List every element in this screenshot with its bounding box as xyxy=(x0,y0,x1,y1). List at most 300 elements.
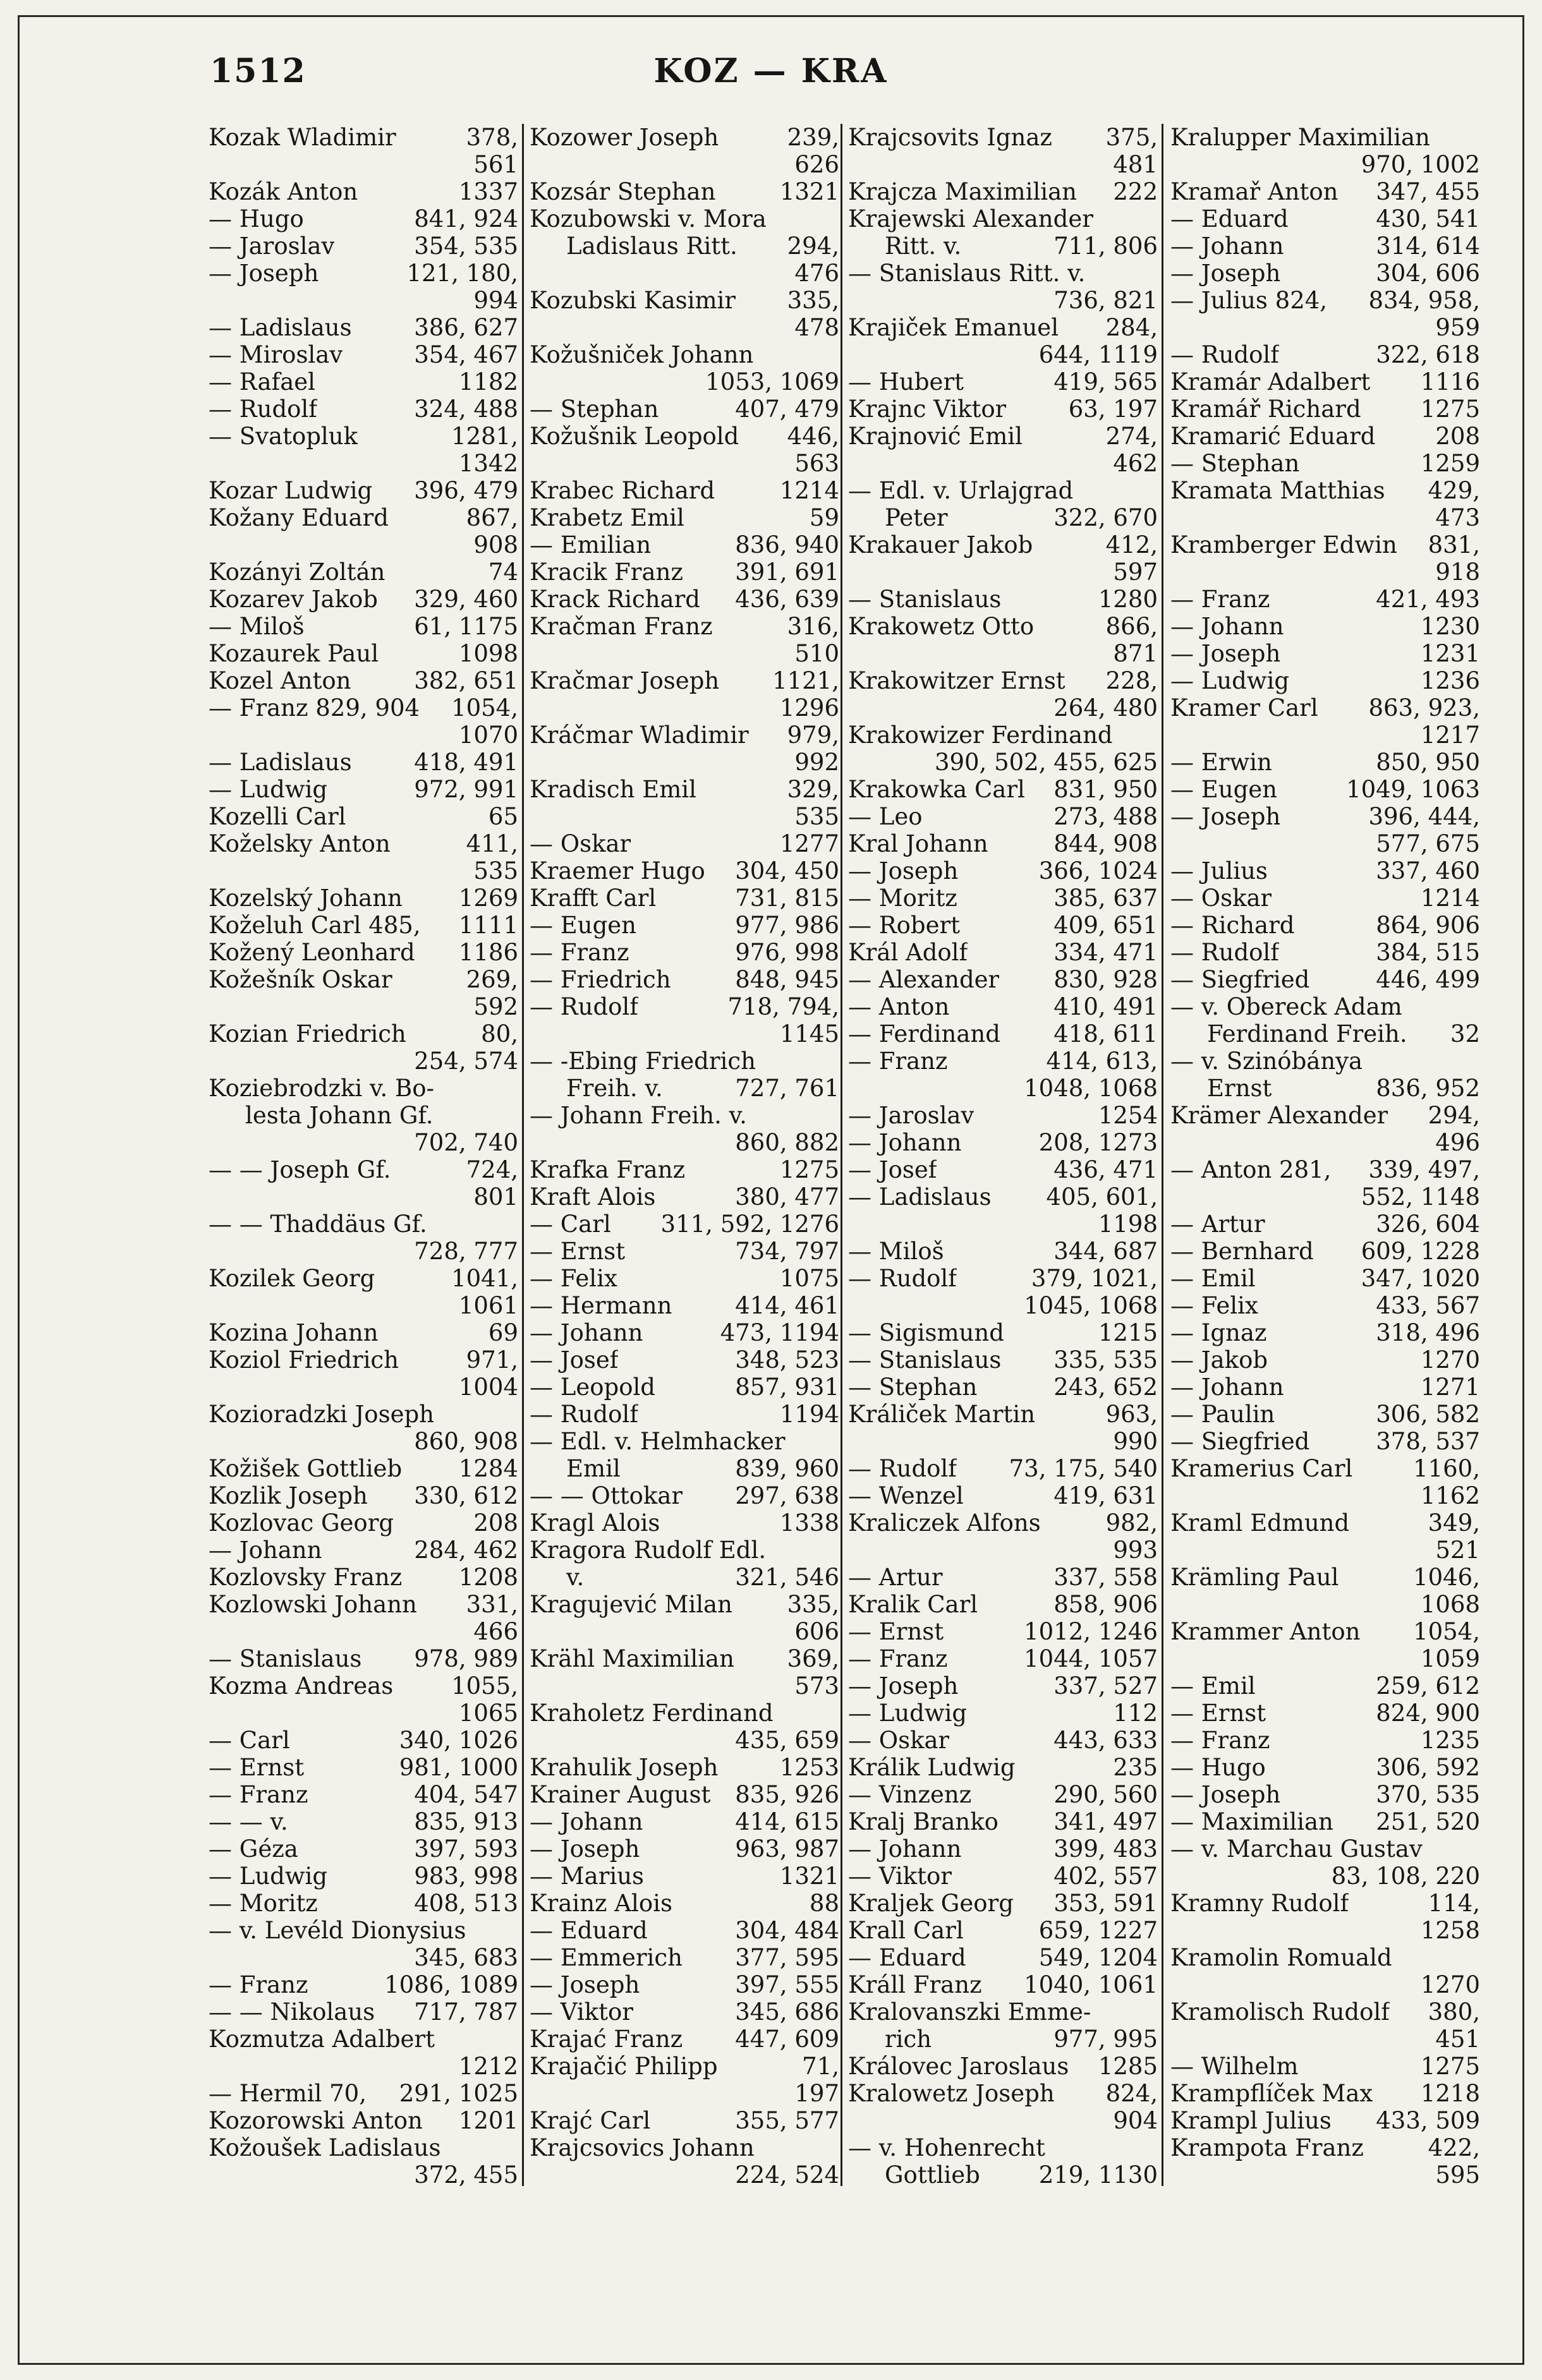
entry-name: — Rafael xyxy=(209,368,316,396)
entry-pages: 451 xyxy=(1435,2026,1480,2053)
index-entry xyxy=(848,1917,1158,1944)
index-entry xyxy=(530,586,839,613)
index-entry xyxy=(848,586,1158,613)
entry-pages: 990 xyxy=(1113,1428,1158,1455)
index-entry xyxy=(848,939,1158,966)
entry-pages: 1054, xyxy=(1413,1618,1480,1645)
entry-pages: 372, 455 xyxy=(414,2161,518,2189)
entry-pages: 841, 924 xyxy=(414,205,518,233)
entry-name: — Franz xyxy=(530,939,629,966)
entry-pages: 867, xyxy=(466,504,518,531)
index-entry xyxy=(848,1075,1158,1102)
entry-pages: 284, 462 xyxy=(414,1537,518,1564)
index-entry xyxy=(848,1944,1158,1971)
index-entry xyxy=(848,1346,1158,1374)
index-entry xyxy=(1170,749,1480,776)
entry-name: — Rudolf xyxy=(1170,939,1279,966)
entry-name: — Moritz xyxy=(209,1890,318,1917)
entry-pages: 1061 xyxy=(458,1292,518,1319)
entry-name: — Franz xyxy=(1170,1727,1270,1754)
index-entry xyxy=(848,1156,1158,1183)
index-entry xyxy=(1170,1672,1480,1700)
entry-name: Krainz Alois xyxy=(530,1890,672,1917)
index-entry xyxy=(530,2107,839,2134)
index-entry xyxy=(209,1564,518,1591)
index-entry xyxy=(1170,1346,1480,1374)
entry-name: lesta Johann Gf. xyxy=(245,1102,434,1129)
entry-pages: 32 xyxy=(1450,1020,1480,1048)
entry-pages: 446, 499 xyxy=(1376,966,1480,993)
entry-pages: 83, 108, 220 xyxy=(1331,1863,1480,1890)
entry-name: Ernst xyxy=(1207,1075,1272,1102)
entry-pages: 1269 xyxy=(458,885,518,912)
entry-pages: 239, xyxy=(787,124,839,151)
index-entry xyxy=(1170,2053,1480,2080)
entry-pages: 422, xyxy=(1428,2134,1480,2161)
entry-pages: 73, 175, 540 xyxy=(1009,1455,1158,1482)
entry-pages: 831, 950 xyxy=(1053,776,1158,803)
entry-pages: 335, xyxy=(787,1591,839,1618)
entry-pages: 1275 xyxy=(1420,2053,1480,2080)
entry-pages: 349, xyxy=(1428,1509,1480,1537)
entry-name: — Artur xyxy=(848,1564,943,1591)
entry-pages: 436, 471 xyxy=(1053,1156,1158,1183)
entry-pages: 1046, xyxy=(1413,1564,1480,1591)
entry-name: Kramolin Romuald xyxy=(1170,1944,1392,1971)
index-entry xyxy=(530,504,839,531)
index-entry xyxy=(848,1890,1158,1917)
index-entry xyxy=(209,287,518,314)
entry-name: — Joseph xyxy=(1170,640,1281,667)
entry-pages: 306, 592 xyxy=(1376,1754,1480,1781)
entry-pages: 408, 513 xyxy=(414,1890,518,1917)
entry-name: — Josef xyxy=(848,1156,937,1183)
index-entry xyxy=(209,912,518,939)
index-entry xyxy=(209,803,518,830)
entry-name: Kozlowski Johann xyxy=(209,1591,417,1618)
entry-pages: 994 xyxy=(473,287,518,314)
entry-pages: 728, 777 xyxy=(414,1238,518,1265)
entry-name: Krammer Anton xyxy=(1170,1618,1361,1645)
entry-pages: 1053, 1069 xyxy=(705,368,839,396)
entry-pages: 430, 541 xyxy=(1376,205,1480,233)
index-entry xyxy=(1170,966,1480,993)
index-entry xyxy=(530,857,839,885)
entry-pages: 382, 651 xyxy=(414,667,518,694)
index-entry xyxy=(530,1265,839,1292)
entry-name: — Maximilian xyxy=(1170,1808,1333,1835)
index-entry xyxy=(209,233,518,260)
index-entry xyxy=(1170,993,1480,1020)
entry-name: Krakowizer Ferdinand xyxy=(848,722,1113,749)
index-entry xyxy=(848,205,1158,233)
index-entry xyxy=(530,993,839,1020)
entry-name: — Wilhelm xyxy=(1170,2053,1299,2080)
entry-pages: 549, 1204 xyxy=(1038,1944,1158,1971)
index-entry xyxy=(848,694,1158,722)
index-entry xyxy=(209,1754,518,1781)
entry-pages: 370, 535 xyxy=(1376,1781,1480,1808)
entry-pages: 702, 740 xyxy=(414,1129,518,1156)
index-entry xyxy=(530,1537,839,1564)
entry-name: Kramerius Carl xyxy=(1170,1455,1353,1482)
entry-pages: 1254 xyxy=(1098,1102,1158,1129)
entry-pages: 592 xyxy=(473,993,518,1020)
index-entry xyxy=(209,1591,518,1618)
index-entry xyxy=(209,1672,518,1700)
entry-pages: 414, 461 xyxy=(735,1292,839,1319)
index-entry xyxy=(209,694,518,722)
index-entry xyxy=(209,993,518,1020)
entry-pages: 908 xyxy=(473,531,518,559)
entry-name: Krajcza Maximilian xyxy=(848,178,1078,205)
entry-name: — Johann xyxy=(1170,233,1284,260)
entry-name: Kracik Franz xyxy=(530,559,683,586)
entry-pages: 839, 960 xyxy=(735,1455,839,1482)
entry-name: — Ernst xyxy=(1170,1700,1266,1727)
entry-name: — Ernst xyxy=(848,1618,944,1645)
entry-name: Krajačić Philipp xyxy=(530,2053,718,2080)
entry-pages: 380, 477 xyxy=(735,1183,839,1211)
entry-name: Krampl Julius xyxy=(1170,2107,1332,2134)
entry-pages: 329, xyxy=(787,776,839,803)
entry-name: — Edl. v. Urlajgrad xyxy=(848,477,1074,504)
index-entry xyxy=(530,1346,839,1374)
index-entry xyxy=(848,1048,1158,1075)
entry-name: — Johann Freih. v. xyxy=(530,1102,747,1129)
entry-pages: 1270 xyxy=(1420,1971,1480,1998)
entry-name: — Ladislaus xyxy=(848,1183,992,1211)
index-entry xyxy=(848,1700,1158,1727)
index-entry xyxy=(848,314,1158,341)
index-entry xyxy=(209,1156,518,1183)
index-entry xyxy=(530,124,839,151)
index-entry xyxy=(1170,341,1480,368)
index-entry xyxy=(1170,694,1480,722)
entry-name: Kragl Alois xyxy=(530,1509,660,1537)
entry-name: — Marius xyxy=(530,1863,645,1890)
index-entry xyxy=(848,2053,1158,2080)
entry-name: Kraml Edmund xyxy=(1170,1509,1350,1537)
index-entry xyxy=(1170,2107,1480,2134)
index-entry xyxy=(209,341,518,368)
entry-name: — Franz xyxy=(1170,586,1270,613)
entry-name: Kožišek Gottlieb xyxy=(209,1455,403,1482)
index-entry xyxy=(848,504,1158,531)
entry-name: — v. Szinóbánya xyxy=(1170,1048,1363,1075)
entry-pages: 976, 998 xyxy=(735,939,839,966)
entry-pages: 88 xyxy=(809,1890,839,1917)
index-entry xyxy=(530,1319,839,1346)
index-entry xyxy=(1170,1618,1480,1645)
index-entry xyxy=(848,1238,1158,1265)
entry-name: — Emil xyxy=(1170,1265,1256,1292)
entry-pages: 354, 467 xyxy=(414,341,518,368)
entry-pages: 970, 1002 xyxy=(1361,151,1480,178)
entry-name: Krakowka Carl xyxy=(848,776,1025,803)
entry-pages: 390, 502, 455, 625 xyxy=(934,749,1158,776)
index-entry xyxy=(848,531,1158,559)
index-entry xyxy=(848,151,1158,178)
entry-pages: 294, xyxy=(787,233,839,260)
index-entry xyxy=(1170,1890,1480,1917)
index-entry xyxy=(1170,314,1480,341)
index-entry xyxy=(848,667,1158,694)
entry-name: — — Joseph Gf. xyxy=(209,1156,391,1183)
entry-pages: 959 xyxy=(1435,314,1480,341)
entry-name: Kozaurek Paul xyxy=(209,640,379,667)
entry-pages: 1259 xyxy=(1420,450,1480,477)
index-entry xyxy=(530,1781,839,1808)
entry-name: Koziol Friedrich xyxy=(209,1346,399,1374)
entry-name: Kozel Anton xyxy=(209,667,351,694)
entry-pages: 65 xyxy=(488,803,518,830)
entry-name: Kožoušek Ladislaus xyxy=(209,2134,441,2161)
entry-pages: 577, 675 xyxy=(1376,830,1480,857)
entry-name: Králik Ludwig xyxy=(848,1754,1016,1781)
entry-pages: 801 xyxy=(473,1183,518,1211)
entry-name: — Ignaz xyxy=(1170,1319,1267,1346)
index-entry xyxy=(530,1156,839,1183)
entry-pages: 1194 xyxy=(779,1401,839,1428)
index-entry xyxy=(530,1890,839,1917)
entry-pages: 1160, xyxy=(1413,1455,1480,1482)
index-entry xyxy=(1170,178,1480,205)
index-entry xyxy=(530,559,839,586)
entry-pages: 860, 908 xyxy=(414,1428,518,1455)
entry-name: — Artur xyxy=(1170,1211,1265,1238)
index-entry xyxy=(209,1835,518,1863)
index-entry xyxy=(209,1618,518,1645)
entry-pages: 429, xyxy=(1428,477,1480,504)
index-entry xyxy=(530,1428,839,1455)
entry-pages: 724, xyxy=(466,1156,518,1183)
entry-pages: 1271 xyxy=(1420,1374,1480,1401)
entry-name: — -Ebing Friedrich xyxy=(530,1048,756,1075)
entry-pages: 419, 565 xyxy=(1053,368,1158,396)
entry-pages: 1068 xyxy=(1420,1591,1480,1618)
index-column-4 xyxy=(1170,124,1480,2189)
entry-pages: 291, 1025 xyxy=(399,2080,518,2107)
entry-pages: 254, 574 xyxy=(414,1048,518,1075)
entry-name: Krack Richard xyxy=(530,586,700,613)
index-entry xyxy=(1170,1754,1480,1781)
index-entry xyxy=(848,396,1158,423)
index-entry xyxy=(848,830,1158,857)
entry-name: Král Adolf xyxy=(848,939,968,966)
index-entry xyxy=(848,1781,1158,1808)
entry-pages: 1048, 1068 xyxy=(1024,1075,1158,1102)
entry-name: Kramata Matthias xyxy=(1170,477,1385,504)
entry-name: Kramář Richard xyxy=(1170,396,1361,423)
entry-pages: 443, 633 xyxy=(1053,1727,1158,1754)
index-entry xyxy=(848,1183,1158,1211)
index-entry xyxy=(1170,803,1480,830)
index-entry xyxy=(530,1917,839,1944)
entry-pages: 1215 xyxy=(1098,1319,1158,1346)
entry-name: — Johann xyxy=(1170,1374,1284,1401)
index-entry xyxy=(209,151,518,178)
entry-name: — Stephan xyxy=(530,396,659,423)
index-entry xyxy=(530,966,839,993)
index-entry xyxy=(530,2026,839,2053)
entry-name: — Joseph xyxy=(1170,1781,1281,1808)
index-column-1 xyxy=(209,124,518,2189)
index-entry xyxy=(530,1509,839,1537)
index-entry xyxy=(209,1998,518,2026)
index-entry xyxy=(1170,1129,1480,1156)
index-entry xyxy=(1170,1537,1480,1564)
entry-pages: 355, 577 xyxy=(735,2107,839,2134)
entry-name: — Eduard xyxy=(1170,205,1289,233)
entry-pages: 114, xyxy=(1428,1890,1480,1917)
entry-name: Koželsky Anton xyxy=(209,830,391,857)
entry-name: Kozelli Carl xyxy=(209,803,346,830)
entry-name: Krafft Carl xyxy=(530,885,657,912)
entry-pages: 858, 906 xyxy=(1053,1591,1158,1618)
entry-pages: 857, 931 xyxy=(735,1374,839,1401)
index-entry xyxy=(209,1346,518,1374)
entry-name: — Miloš xyxy=(848,1238,944,1265)
index-entry xyxy=(848,1482,1158,1509)
index-entry xyxy=(209,966,518,993)
entry-name: Kramny Rudolf xyxy=(1170,1890,1349,1917)
index-entry xyxy=(848,1808,1158,1835)
index-entry xyxy=(848,1618,1158,1645)
index-entry xyxy=(530,1863,839,1890)
entry-pages: 731, 815 xyxy=(735,885,839,912)
entry-name: — Carl xyxy=(209,1727,290,1754)
entry-name: Krajnović Emil xyxy=(848,423,1023,450)
entry-name: — Alexander xyxy=(848,966,1000,993)
entry-pages: 473 xyxy=(1435,504,1480,531)
entry-pages: 446, xyxy=(787,423,839,450)
entry-pages: 1070 xyxy=(458,722,518,749)
entry-name: — Joseph xyxy=(848,1672,959,1700)
index-entry xyxy=(530,1129,839,1156)
index-entry xyxy=(848,993,1158,1020)
index-entry xyxy=(1170,450,1480,477)
index-entry xyxy=(209,586,518,613)
index-entry xyxy=(1170,1700,1480,1727)
entry-pages: 478 xyxy=(794,314,839,341)
entry-pages: 1116 xyxy=(1420,368,1480,396)
entry-pages: 462 xyxy=(1113,450,1158,477)
index-entry xyxy=(209,2026,518,2053)
entry-pages: 573 xyxy=(794,1672,839,1700)
index-entry xyxy=(1170,1455,1480,1482)
entry-pages: 1198 xyxy=(1098,1211,1158,1238)
index-entry xyxy=(530,1211,839,1238)
entry-name: v. xyxy=(566,1564,585,1591)
entry-pages: 407, 479 xyxy=(735,396,839,423)
entry-pages: 1296 xyxy=(779,694,839,722)
index-entry xyxy=(848,1863,1158,1890)
entry-pages: 384, 515 xyxy=(1376,939,1480,966)
entry-pages: 224, 524 xyxy=(735,2161,839,2189)
index-entry xyxy=(848,2080,1158,2107)
index-entry xyxy=(1170,1428,1480,1455)
entry-pages: 326, 604 xyxy=(1376,1211,1480,1238)
index-entry xyxy=(1170,1917,1480,1944)
entry-pages: 344, 687 xyxy=(1053,1238,1158,1265)
index-entry xyxy=(209,1428,518,1455)
index-entry xyxy=(209,1048,518,1075)
index-entry xyxy=(1170,504,1480,531)
entry-pages: 595 xyxy=(1435,2161,1480,2189)
index-entry xyxy=(209,477,518,504)
entry-name: — — Thaddäus Gf. xyxy=(209,1211,427,1238)
entry-pages: 304, 606 xyxy=(1376,260,1480,287)
entry-pages: 1321 xyxy=(779,1863,839,1890)
entry-pages: 404, 547 xyxy=(414,1781,518,1808)
entry-name: — Hugo xyxy=(1170,1754,1266,1781)
entry-pages: 481 xyxy=(1113,151,1158,178)
entry-pages: 259, 612 xyxy=(1376,1672,1480,1700)
index-entry xyxy=(209,1944,518,1971)
index-entry xyxy=(209,1700,518,1727)
index-entry xyxy=(530,2161,839,2189)
entry-name: Krafka Franz xyxy=(530,1156,686,1183)
index-entry xyxy=(1170,830,1480,857)
entry-pages: 824, xyxy=(1105,2080,1158,2107)
index-entry xyxy=(530,1971,839,1998)
index-entry xyxy=(1170,2161,1480,2189)
index-entry xyxy=(848,450,1158,477)
entry-name: Kozorowski Anton xyxy=(209,2107,423,2134)
index-entry xyxy=(530,1998,839,2026)
entry-name: Kračmar Joseph xyxy=(530,667,720,694)
index-entry xyxy=(530,341,839,368)
entry-pages: 74 xyxy=(488,559,518,586)
index-entry xyxy=(1170,1998,1480,2026)
entry-name: Peter xyxy=(885,504,948,531)
entry-name: — Moritz xyxy=(848,885,957,912)
index-column-3 xyxy=(848,124,1158,2189)
entry-name: Kozák Anton xyxy=(209,178,358,205)
index-entry xyxy=(530,803,839,830)
entry-name: Kozelský Johann xyxy=(209,885,403,912)
entry-name: — Robert xyxy=(848,912,961,939)
entry-pages: 864, 906 xyxy=(1376,912,1480,939)
index-entry xyxy=(209,1102,518,1129)
entry-pages: 981, 1000 xyxy=(399,1754,518,1781)
entry-name: — Géza xyxy=(209,1835,298,1863)
entry-name: — Sigismund xyxy=(848,1319,1004,1346)
index-entry xyxy=(1170,1075,1480,1102)
entry-pages: 59 xyxy=(809,504,839,531)
index-entry xyxy=(848,233,1158,260)
index-entry xyxy=(209,314,518,341)
index-entry xyxy=(530,613,839,640)
entry-pages: 1253 xyxy=(779,1754,839,1781)
entry-name: — Emilian xyxy=(530,531,652,559)
entry-pages: 866, xyxy=(1105,613,1158,640)
entry-name: — Joseph xyxy=(1170,260,1281,287)
entry-pages: 274, xyxy=(1105,423,1158,450)
column-rule-2 xyxy=(841,124,842,2186)
entry-pages: 112 xyxy=(1113,1700,1158,1727)
entry-pages: 1041, xyxy=(451,1265,518,1292)
entry-pages: 717, 787 xyxy=(414,1998,518,2026)
index-entry xyxy=(209,2080,518,2107)
index-entry xyxy=(209,1645,518,1672)
index-entry xyxy=(1170,1048,1480,1075)
index-entry xyxy=(209,260,518,287)
entry-pages: 1270 xyxy=(1420,1346,1480,1374)
entry-pages: 1059 xyxy=(1420,1645,1480,1672)
entry-name: — — Nikolaus xyxy=(209,1998,375,2026)
